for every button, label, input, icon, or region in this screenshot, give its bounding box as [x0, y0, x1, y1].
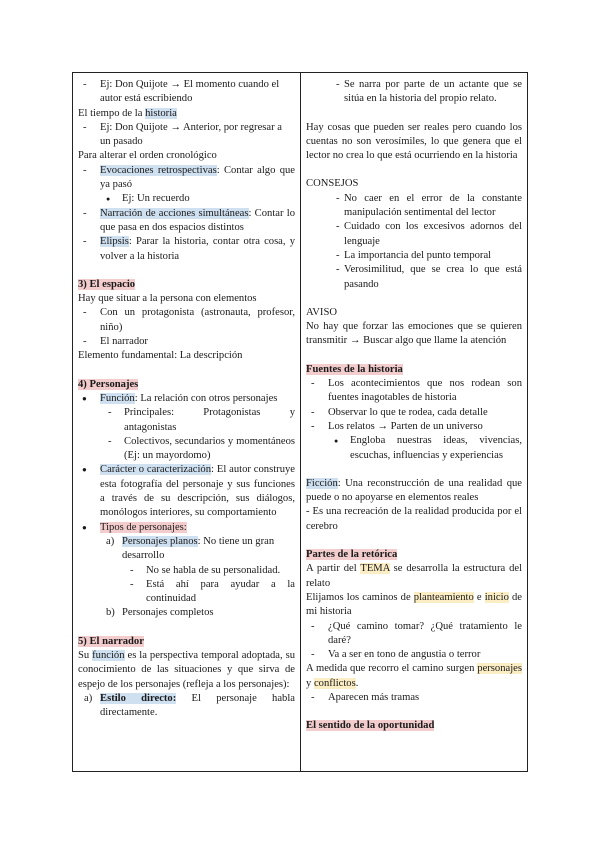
- text: Su: [78, 649, 93, 661]
- list-item: - Con un protagonista (astronauta, profesor, niño): [78, 306, 295, 335]
- highlight: Tipos de personajes:: [100, 521, 187, 533]
- highlight: Estilo directo:: [100, 692, 177, 704]
- notes-table: [72, 72, 528, 772]
- highlight: personajes: [477, 663, 522, 675]
- list-item: [78, 164, 295, 193]
- text: A medida que recorro el camino surgen: [306, 663, 478, 675]
- heading: Partes de la retórica: [306, 549, 398, 561]
- text: Ej: Don Quijote → Anterior, por regresar a: [100, 121, 282, 133]
- text: : Contar lo que pasa en dos espacios distintos: [100, 207, 295, 233]
- heading: CONSEJOS: [306, 178, 359, 190]
- text: : La relación con otros personajes: [134, 392, 278, 404]
- heading: Fuentes de la historia: [306, 363, 403, 375]
- list-item: - Se narra por parte de un actante que se sitúa en la historia del propio relato.: [306, 78, 522, 107]
- text: : Parar la historia, contar otra cosa, y volver a la historia: [100, 236, 295, 262]
- text: de mi historia: [306, 591, 522, 618]
- section-title: [306, 719, 522, 733]
- section-title: [306, 363, 522, 377]
- paragraph: [78, 649, 295, 692]
- paragraph: - Es una recreación de la realidad producida por el cerebro: [306, 506, 522, 532]
- paragraph: Elemento fundamental: La descripción: [78, 350, 243, 362]
- list-item: - ¿Qué camino tomar? ¿Qué tratamiento le daré?: [306, 620, 522, 649]
- list-item: - Aparecen más tramas: [306, 691, 522, 705]
- heading: 5) El narrador: [78, 635, 144, 647]
- list-item: [100, 606, 295, 620]
- heading: AVISO: [306, 306, 338, 318]
- heading: 3) El espacio: [78, 278, 136, 290]
- text: Personajes completos: [122, 607, 214, 619]
- highlight: planteamiento: [413, 591, 474, 603]
- paragraph: Hay que situar a la persona con elementos: [78, 293, 257, 305]
- section-title: [78, 278, 295, 292]
- paragraph: No hay que forzar las emociones que se quieren transmitir → Buscar algo que llame la atención: [306, 321, 522, 347]
- text: A partir del: [306, 563, 361, 575]
- list-item: - El narrador: [78, 335, 295, 349]
- text: : Una reconstrucción de una realidad que puede o no apoyarse en elementos reales: [306, 477, 522, 504]
- text: Ej: Don Quijote → El momento cuando el: [100, 79, 280, 90]
- text: Elijamos los caminos de: [306, 591, 414, 603]
- highlight: TEMA: [360, 563, 390, 575]
- label: a): [84, 692, 93, 704]
- list-item: - Principales: Protagonistas y antagonistas: [78, 406, 295, 435]
- section-title: [306, 548, 522, 562]
- highlight: Elipsis: [100, 236, 129, 248]
- highlight: Narración de acciones simultáneas: [100, 207, 249, 219]
- highlight: función: [92, 649, 125, 661]
- text: autor está escribiendo: [100, 93, 193, 105]
- section-title: [78, 378, 295, 392]
- highlight: conflictos: [313, 677, 356, 689]
- list-item: ● Engloba nuestras ideas, vivencias, escuchas, influencias y experiencias: [306, 434, 522, 463]
- highlight: Ficción: [306, 477, 338, 489]
- text: : El autor construye esta fotografía del personaje y sus funciones a través de su descripción, sus diálogos, monólogos interiores, su comportamiento: [100, 464, 295, 519]
- list-item: [78, 78, 295, 107]
- highlight: Personajes planos: [122, 535, 198, 547]
- text: un pasado: [100, 136, 143, 148]
- paragraph: [306, 591, 522, 620]
- text: El personaje habla directamente.: [100, 692, 295, 719]
- list-item: - Verosimilitud, que se crea lo que está pasando: [306, 263, 522, 292]
- list-item: - Colectivos, secundarios y momentáneos (Ej: un mayordomo): [78, 435, 295, 464]
- paragraph: Hay cosas que pueden ser reales pero cuando los cuentas no son verosímiles, lo que genera que el lector no crea lo que está ocurriendo en la historia: [306, 121, 522, 162]
- list-item: [78, 521, 295, 535]
- list-item: [78, 235, 295, 264]
- list-item: [100, 535, 295, 564]
- text: e: [473, 591, 485, 603]
- list-item: [78, 392, 295, 406]
- text: .: [355, 677, 359, 689]
- text: : No tiene un gran desarrollo: [122, 535, 275, 562]
- highlight: historia: [145, 107, 177, 119]
- paragraph: Para alterar el orden cronológico: [78, 150, 217, 162]
- list-item: - Los relatos → Parten de un universo: [306, 420, 522, 434]
- list-item: - La importancia del punto temporal: [306, 249, 522, 263]
- right-column: [301, 73, 527, 771]
- highlight: inicio: [484, 591, 509, 603]
- list-item: - Cuidado con los excesivos adornos del lenguaje: [306, 220, 522, 249]
- highlight: Carácter o caracterización: [100, 464, 212, 476]
- heading: El sentido de la oportunidad: [306, 720, 435, 732]
- list-item: - No se habla de su personalidad.: [100, 564, 295, 578]
- highlight: Función: [100, 392, 135, 404]
- text: El tiempo de la: [78, 107, 146, 119]
- list-item: [78, 692, 295, 721]
- section-title: [78, 635, 295, 649]
- list-item: - Va a ser en tono de angustia o terror: [306, 648, 522, 662]
- list-item: - Observar lo que te rodea, cada detalle: [306, 406, 522, 420]
- label: a): [106, 535, 115, 547]
- highlight: Evocaciones retrospectivas: [100, 164, 217, 176]
- list-item: [78, 463, 295, 520]
- text: y: [306, 677, 314, 689]
- list-item: [78, 207, 295, 236]
- list-item: - Los acontecimientos que nos rodean son fuentes inagotables de historia: [306, 377, 522, 406]
- list-item: - Está ahí para ayudar a la continuidad: [100, 578, 295, 607]
- heading: 4) Personajes: [78, 378, 139, 390]
- paragraph: [306, 477, 522, 506]
- list-item: [78, 121, 295, 150]
- text: : Contar algo que ya pasó: [100, 164, 295, 191]
- paragraph: [78, 107, 295, 121]
- text: se desarrolla la estructura del relato: [306, 563, 523, 589]
- list-item: ● Ej: Un recuerdo: [78, 192, 295, 206]
- left-column: [73, 73, 301, 771]
- label: b): [106, 607, 115, 619]
- paragraph: [306, 562, 522, 591]
- list-item: - No caer en el error de la constante manipulación sentimental del lector: [306, 192, 522, 221]
- text: es la perspectiva temporal adoptada, su conocimiento de las situaciones y que sirva de espejo de los personajes (refleja a los personajes):: [78, 649, 295, 690]
- paragraph: [306, 662, 522, 691]
